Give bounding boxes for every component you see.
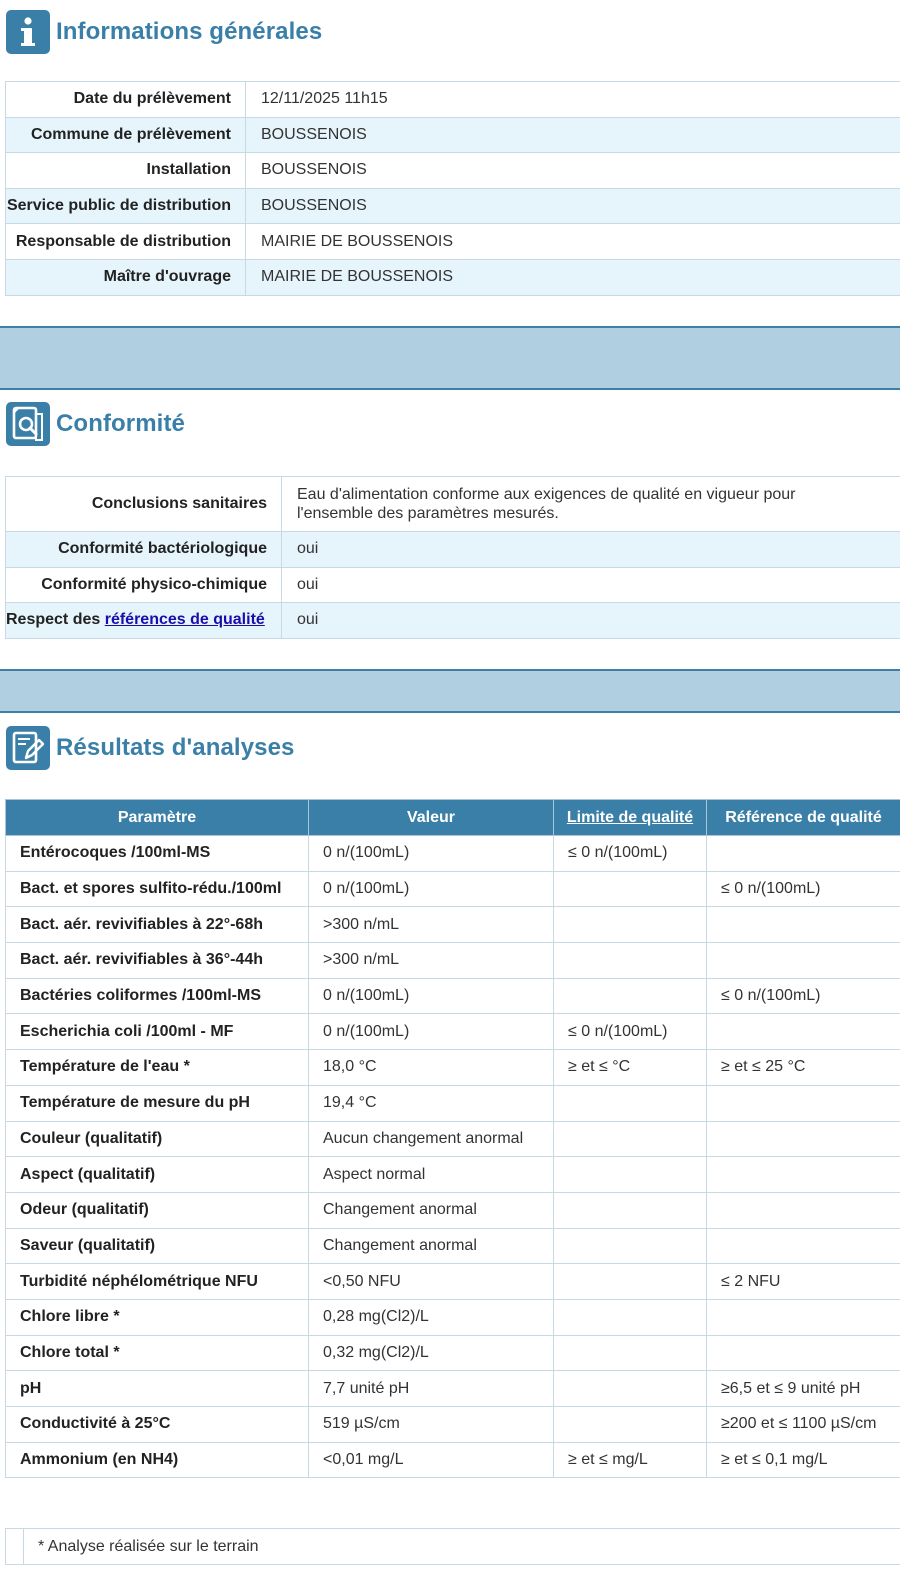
conformite-row [6,567,900,603]
param-cell: Température de l'eau * [6,1050,309,1086]
table-row [6,836,900,872]
param-cell: Bactéries coliformes /100ml-MS [6,978,309,1014]
value-cell: 519 µS/cm [309,1407,554,1443]
param-cell: Bact. et spores sulfito-rédu./100ml [6,871,309,907]
value-cell: Aucun changement anormal [309,1121,554,1157]
param-cell: Chlore libre * [6,1299,309,1335]
header-valeur: Valeur [309,800,554,836]
general-section-header [6,10,322,54]
reference-cell [707,1299,900,1335]
param-cell: Bact. aér. revivifiables à 36°-44h [6,943,309,979]
info-icon [6,10,50,54]
param-cell: Ammonium (en NH4) [6,1442,309,1478]
value-cell: Changement anormal [309,1192,554,1228]
general-label: Service public de distribution [6,188,246,224]
results-title: Résultats d'analyses [56,734,295,761]
table-row [6,1371,900,1407]
value-cell: 0 n/(100mL) [309,836,554,872]
general-row [6,82,900,118]
footnote-text: * Analyse réalisée sur le terrain [24,1529,900,1565]
reference-cell: ≤ 2 NFU [707,1264,900,1300]
reference-cell [707,1228,900,1264]
conformite-row-references [6,603,900,639]
conformite-label: Conformité bactériologique [6,532,282,568]
general-row [6,188,900,224]
reference-cell [707,1335,900,1371]
value-cell: >300 n/mL [309,907,554,943]
conformite-title: Conformité [56,410,185,437]
value-cell: >300 n/mL [309,943,554,979]
general-label: Installation [6,153,246,189]
limit-cell [554,1371,707,1407]
reference-cell: ≤ 0 n/(100mL) [707,978,900,1014]
table-row [6,1050,900,1086]
limit-cell [554,1192,707,1228]
results-header-row [6,800,900,836]
conformite-value: oui [282,603,900,639]
value-cell: Changement anormal [309,1228,554,1264]
limite-de-qualite-link[interactable]: Limite de qualité [566,808,694,826]
param-cell: Turbidité néphélométrique NFU [6,1264,309,1300]
table-row [6,1228,900,1264]
reference-cell [707,1192,900,1228]
general-value: BOUSSENOIS [246,117,900,153]
conformite-section-header [6,402,185,446]
param-cell: Escherichia coli /100ml - MF [6,1014,309,1050]
conformite-row [6,532,900,568]
general-label: Commune de prélèvement [6,117,246,153]
results-section-header [6,726,294,770]
limit-cell [554,1228,707,1264]
table-row [6,1014,900,1050]
value-cell: 0,28 mg(Cl2)/L [309,1299,554,1335]
param-cell: Conductivité à 25°C [6,1407,309,1443]
limit-cell: ≤ 0 n/(100mL) [554,836,707,872]
reference-cell [707,1085,900,1121]
general-label: Maître d'ouvrage [6,259,246,295]
footnote-row [6,1529,900,1565]
table-row [6,871,900,907]
limit-cell [554,1335,707,1371]
header-limite-de-qualite[interactable] [554,800,707,836]
table-row [6,1335,900,1371]
conformite-label: Conclusions sanitaires [6,477,282,532]
value-cell: 0 n/(100mL) [309,1014,554,1050]
table-row [6,978,900,1014]
general-value: MAIRIE DE BOUSSENOIS [246,259,900,295]
limit-cell [554,1121,707,1157]
reference-cell [707,907,900,943]
table-row [6,907,900,943]
conformite-table [5,476,900,639]
limit-cell [554,1085,707,1121]
reference-cell [707,1121,900,1157]
general-value: 12/11/2025 11h15 [246,82,900,118]
table-row [6,1299,900,1335]
general-info-table [5,81,900,296]
value-cell: Aspect normal [309,1157,554,1193]
table-row [6,1442,900,1478]
value-cell: 0 n/(100mL) [309,978,554,1014]
limit-cell [554,907,707,943]
table-row [6,1085,900,1121]
param-cell: Température de mesure du pH [6,1085,309,1121]
reference-cell [707,943,900,979]
limit-cell [554,1264,707,1300]
param-cell: Couleur (qualitatif) [6,1121,309,1157]
table-row [6,1407,900,1443]
edit-clipboard-icon [6,726,50,770]
general-row [6,224,900,260]
general-value: BOUSSENOIS [246,153,900,189]
conformite-row [6,477,900,532]
value-cell: 7,7 unité pH [309,1371,554,1407]
footnote-spacer [6,1529,24,1565]
general-value: BOUSSENOIS [246,188,900,224]
value-cell: <0,50 NFU [309,1264,554,1300]
header-reference-de-qualite: Référence de qualité [707,800,900,836]
limit-cell: ≤ 0 n/(100mL) [554,1014,707,1050]
footnote-table [5,1528,900,1565]
limit-cell [554,1407,707,1443]
param-cell: pH [6,1371,309,1407]
table-row [6,943,900,979]
value-cell: 19,4 °C [309,1085,554,1121]
reference-cell: ≥200 et ≤ 1100 µS/cm [707,1407,900,1443]
reference-cell [707,1014,900,1050]
limit-cell [554,1157,707,1193]
document-search-icon [6,402,50,446]
reference-cell: ≥ et ≤ 25 °C [707,1050,900,1086]
reference-cell: ≤ 0 n/(100mL) [707,871,900,907]
general-row [6,117,900,153]
value-cell: 0 n/(100mL) [309,871,554,907]
section-divider [0,326,900,390]
general-row [6,153,900,189]
value-cell: 0,32 mg(Cl2)/L [309,1335,554,1371]
limit-cell [554,943,707,979]
param-cell: Saveur (qualitatif) [6,1228,309,1264]
reference-cell [707,1157,900,1193]
limit-cell: ≥ et ≤ °C [554,1050,707,1086]
param-cell: Bact. aér. revivifiables à 22°-68h [6,907,309,943]
limit-cell: ≥ et ≤ mg/L [554,1442,707,1478]
table-row [6,1192,900,1228]
param-cell: Entérocoques /100ml-MS [6,836,309,872]
conformite-value: oui [282,567,900,603]
general-label: Responsable de distribution [6,224,246,260]
reference-cell: ≥ et ≤ 0,1 mg/L [707,1442,900,1478]
general-label: Date du prélèvement [6,82,246,118]
general-value: MAIRIE DE BOUSSENOIS [246,224,900,260]
limit-cell [554,1299,707,1335]
section-divider [0,669,900,713]
references-de-qualite-link[interactable]: références de qualité [104,611,265,629]
value-cell: 18,0 °C [309,1050,554,1086]
general-title: Informations générales [56,18,323,45]
limit-cell [554,871,707,907]
param-cell: Odeur (qualitatif) [6,1192,309,1228]
header-parametre: Paramètre [6,800,309,836]
reference-cell: ≥6,5 et ≤ 9 unité pH [707,1371,900,1407]
value-cell: <0,01 mg/L [309,1442,554,1478]
conformite-label: Conformité physico-chimique [6,567,282,603]
limit-cell [554,978,707,1014]
respect-prefix: Respect des [6,611,105,629]
reference-cell [707,836,900,872]
conformite-label [6,603,282,639]
table-row [6,1264,900,1300]
param-cell: Aspect (qualitatif) [6,1157,309,1193]
conformite-value: oui [282,532,900,568]
table-row [6,1157,900,1193]
general-row [6,259,900,295]
param-cell: Chlore total * [6,1335,309,1371]
conformite-value: Eau d'alimentation conforme aux exigences de qualité en vigueur pour l'ensemble des paramètres mesurés. [282,477,900,532]
results-table [5,799,900,1478]
table-row [6,1121,900,1157]
